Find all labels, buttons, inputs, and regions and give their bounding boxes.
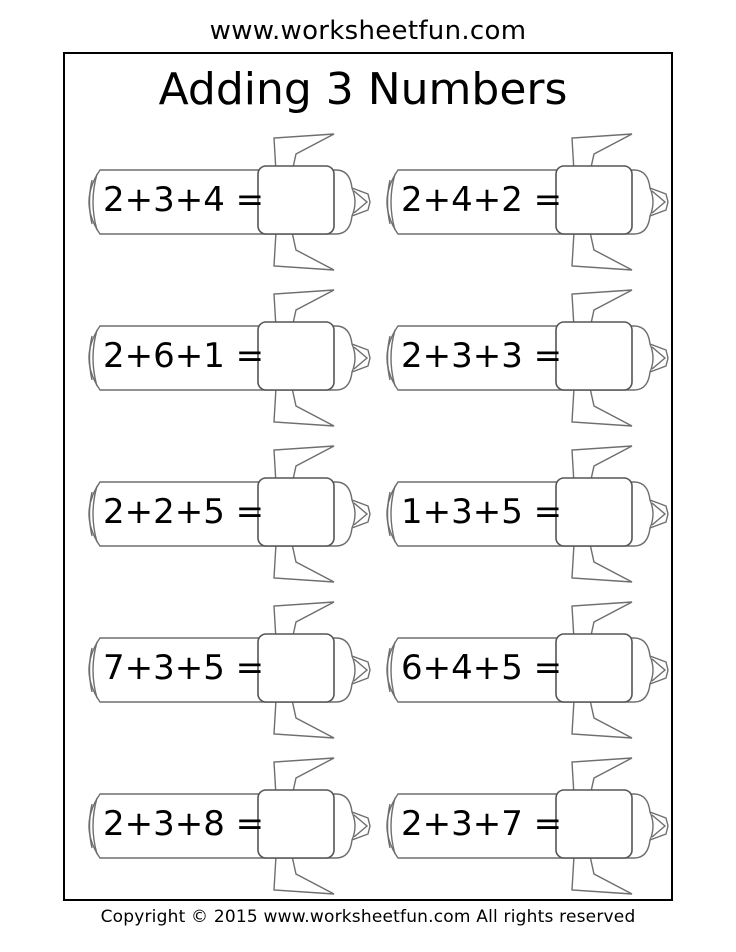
problem-expression: 2+3+7 =	[401, 804, 563, 844]
site-url: www.worksheetfun.com	[209, 16, 527, 46]
rocket-problem-6	[376, 444, 696, 584]
answer-box[interactable]	[258, 476, 334, 544]
problem-expression: 2+2+5 =	[103, 492, 265, 532]
rocket-problem-10	[376, 756, 696, 896]
answer-box[interactable]	[556, 632, 632, 700]
problem-expression: 2+3+8 =	[103, 804, 265, 844]
rocket-problem-5	[78, 444, 398, 584]
worksheet-title: Adding 3 Numbers	[158, 64, 568, 115]
rocket-problem-8	[376, 600, 696, 740]
answer-box[interactable]	[556, 476, 632, 544]
answer-box[interactable]	[258, 164, 334, 232]
rocket-problem-3	[78, 288, 398, 428]
rocket-problem-2	[376, 132, 696, 272]
problem-expression: 2+3+3 =	[401, 336, 563, 376]
problem-expression: 1+3+5 =	[401, 492, 563, 532]
answer-box[interactable]	[258, 632, 334, 700]
rocket-problem-1	[78, 132, 398, 272]
answer-box[interactable]	[556, 320, 632, 388]
answer-box[interactable]	[258, 788, 334, 856]
answer-box[interactable]	[556, 164, 632, 232]
problem-expression: 2+6+1 =	[103, 336, 265, 376]
problem-expression: 2+3+4 =	[103, 180, 265, 220]
copyright-footer: Copyright © 2015 www.worksheetfun.com All rights reserved	[100, 907, 636, 927]
problem-expression: 7+3+5 =	[103, 648, 265, 688]
rocket-problem-4	[376, 288, 696, 428]
answer-box[interactable]	[556, 788, 632, 856]
answer-box[interactable]	[258, 320, 334, 388]
problem-expression: 2+4+2 =	[401, 180, 563, 220]
rocket-problem-7	[78, 600, 398, 740]
problem-expression: 6+4+5 =	[401, 648, 563, 688]
rocket-problem-9	[78, 756, 398, 896]
